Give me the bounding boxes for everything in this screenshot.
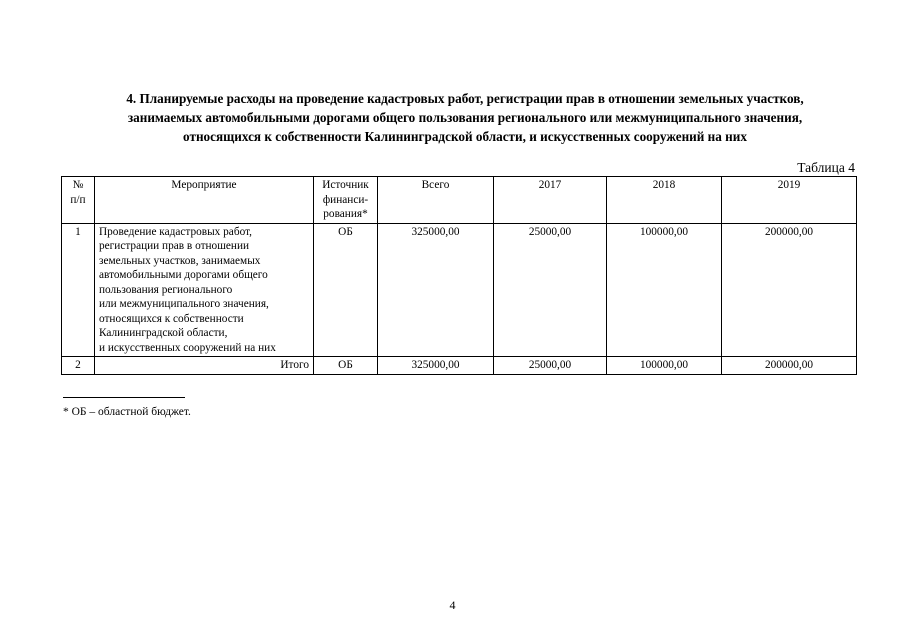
row1-2019: 200000,00	[722, 223, 857, 357]
row2-num: 2	[62, 357, 95, 375]
row1-num: 1	[62, 223, 95, 357]
row1-2018: 100000,00	[607, 223, 722, 357]
table-row	[62, 223, 857, 357]
header-2019: 2019	[722, 177, 857, 224]
footnote-divider	[63, 397, 185, 398]
row1-2017: 25000,00	[494, 223, 607, 357]
header-num: № п/п	[62, 177, 95, 224]
row2-total: 325000,00	[378, 357, 494, 375]
row1-total: 325000,00	[378, 223, 494, 357]
heading-line-2: занимаемых автомобильными дорогами общего пользования регионального или межмуниципального значения,	[127, 110, 803, 125]
row2-source: ОБ	[314, 357, 378, 375]
row2-2018: 100000,00	[607, 357, 722, 375]
row1-activity: Проведение кадастровых работ, регистрации прав в отношении земельных участков, занимаемых автомобильными дорогами общего пользования регионального или межмуниципального значения, относящихся к собственности Калининградской области, и искусственных сооружений на них	[95, 223, 314, 357]
header-activity: Мероприятие	[95, 177, 314, 224]
header-total: Всего	[378, 177, 494, 224]
section-heading	[40, 89, 890, 146]
footnote: * ОБ – областной бюджет.	[63, 406, 191, 418]
page-number: 4	[449, 598, 456, 612]
header-2018: 2018	[607, 177, 722, 224]
expenses-table	[61, 176, 857, 375]
table-row-total	[62, 357, 857, 375]
row2-2017: 25000,00	[494, 357, 607, 375]
table-caption: Таблица 4	[797, 160, 855, 175]
row2-2019: 200000,00	[722, 357, 857, 375]
heading-line-1: 4. Планируемые расходы на проведение кадастровых работ, регистрации прав в отношении земельных участков,	[126, 91, 804, 106]
header-2017: 2017	[494, 177, 607, 224]
heading-line-3: относящихся к собственности Калининградской области, и искусственных сооружений на них	[183, 129, 747, 144]
table-header-row	[62, 177, 857, 224]
row2-total-label: Итого	[95, 357, 314, 375]
row1-source: ОБ	[314, 223, 378, 357]
header-source: Источник финанси- рования*	[314, 177, 378, 224]
